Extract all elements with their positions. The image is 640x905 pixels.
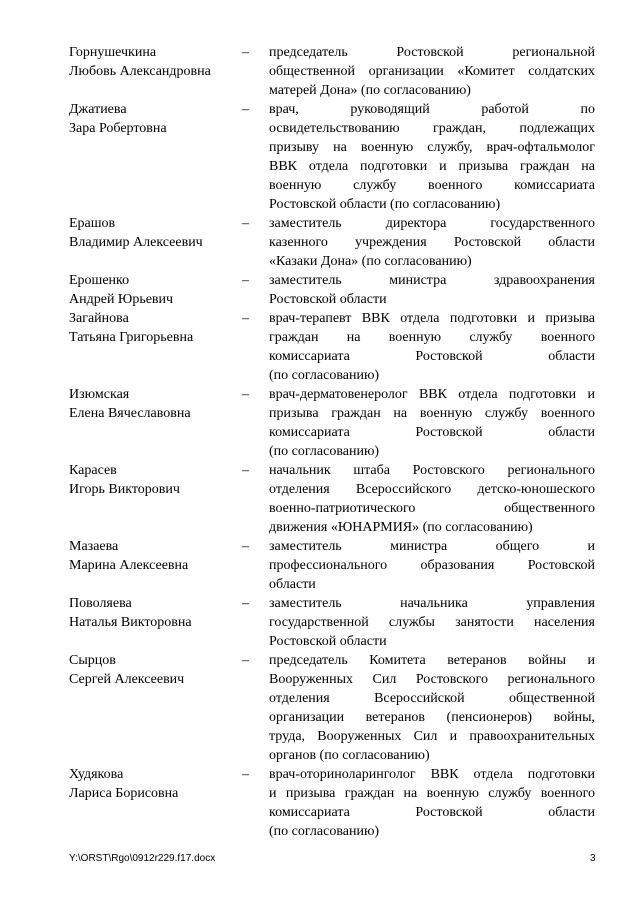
- member-given-names: Зара Робертовна: [69, 121, 167, 136]
- member-name: [69, 43, 229, 81]
- member-surname: Изюмская: [69, 387, 130, 402]
- position-line: призыву на военную службу, врач-офтальмолог: [269, 140, 595, 155]
- position-line: заместитель начальника управления: [269, 596, 595, 611]
- member-position: [269, 461, 595, 537]
- position-line: организации ветеранов (пенсионеров) войны,: [269, 710, 595, 725]
- position-line: области: [269, 577, 316, 592]
- member-name: [69, 765, 229, 803]
- position-line: врач-оториноларинголог ВВК отдела подготовки: [269, 767, 595, 782]
- member-surname: Карасев: [69, 463, 117, 478]
- position-line: врач, руководящий работой по: [269, 102, 595, 117]
- dash-separator: –: [242, 311, 249, 326]
- member-position: [269, 100, 595, 214]
- dash-separator: –: [242, 216, 249, 231]
- member-name: [69, 309, 229, 347]
- position-line: начальник штаба Ростовского регионального: [269, 463, 595, 478]
- position-line: «Казаки Дона» (по согласованию): [269, 254, 472, 269]
- position-line: (по согласованию): [269, 824, 380, 839]
- member-given-names: Татьяна Григорьевна: [69, 330, 194, 345]
- member-surname: Ерашов: [69, 216, 116, 231]
- member-surname: Худякова: [69, 767, 124, 782]
- page-number: 3: [590, 853, 596, 864]
- position-line: казенного учреждения Ростовской области: [269, 235, 595, 250]
- member-name: [69, 651, 229, 689]
- member-position: [269, 385, 595, 461]
- member-position: [269, 309, 595, 385]
- position-line: Вооруженных Сил Ростовского регионального: [269, 672, 595, 687]
- dash-separator: –: [242, 273, 249, 288]
- position-line: государственной службы занятости населения: [269, 615, 595, 630]
- member-given-names: Марина Алексеевна: [69, 558, 189, 573]
- member-given-names: Любовь Александровна: [69, 64, 211, 79]
- position-line: движения «ЮНАРМИЯ» (по согласованию): [269, 520, 533, 535]
- position-line: (по согласованию): [269, 444, 380, 459]
- dash-separator: –: [242, 539, 249, 554]
- position-line: председатель Комитета ветеранов войны и: [269, 653, 595, 668]
- position-line: и призыва граждан на военную службу военного: [269, 786, 595, 801]
- member-name: [69, 271, 229, 309]
- member-given-names: Андрей Юрьевич: [69, 292, 174, 307]
- position-line: заместитель министра общего и: [269, 539, 595, 554]
- member-surname: Мазаева: [69, 539, 119, 554]
- member-name: [69, 214, 229, 252]
- position-line: органов (по согласованию): [269, 748, 430, 763]
- member-position: [269, 214, 595, 271]
- position-line: труда, Вооруженных Сил и правоохранительных: [269, 729, 595, 744]
- member-given-names: Владимир Алексеевич: [69, 235, 203, 250]
- position-line: общественной организации «Комитет солдатских: [269, 64, 595, 79]
- position-line: военную службу военного комиссариата: [269, 178, 595, 193]
- position-line: профессионального образования Ростовской: [269, 558, 595, 573]
- member-surname: Сырцов: [69, 653, 116, 668]
- dash-separator: –: [242, 767, 249, 782]
- position-line: комиссариата Ростовской области: [269, 805, 595, 820]
- member-position: [269, 537, 595, 594]
- dash-separator: –: [242, 45, 249, 60]
- position-line: освидетельствованию граждан, подлежащих: [269, 121, 595, 136]
- member-surname: Загайнова: [69, 311, 129, 326]
- member-name: [69, 594, 229, 632]
- position-line: ВВК отдела подготовки и призыва граждан на: [269, 159, 595, 174]
- position-line: заместитель министра здравоохранения: [269, 273, 595, 288]
- position-line: врач-терапевт ВВК отдела подготовки и призыва: [269, 311, 595, 326]
- position-line: матерей Дона» (по согласованию): [269, 83, 471, 98]
- member-name: [69, 537, 229, 575]
- dash-separator: –: [242, 596, 249, 611]
- position-line: комиссариата Ростовской области: [269, 349, 595, 364]
- member-position: [269, 594, 595, 651]
- position-line: врач-дерматовенеролог ВВК отдела подготовки и: [269, 387, 595, 402]
- dash-separator: –: [242, 463, 249, 478]
- member-given-names: Елена Вячеславовна: [69, 406, 191, 421]
- member-given-names: Сергей Алексеевич: [69, 672, 185, 687]
- member-given-names: Лариса Борисовна: [69, 786, 179, 801]
- dash-separator: –: [242, 387, 249, 402]
- position-line: председатель Ростовской региональной: [269, 45, 595, 60]
- member-surname: Ерошенко: [69, 273, 130, 288]
- position-line: военно-патриотического общественного: [269, 501, 595, 516]
- position-line: комиссариата Ростовской области: [269, 425, 595, 440]
- position-line: Ростовской области (по согласованию): [269, 197, 501, 212]
- footer-file-path: Y:\ORST\Rgo\0912r229.f17.docx: [69, 853, 216, 864]
- member-surname: Горнушечкина: [69, 45, 157, 60]
- position-line: (по согласованию): [269, 368, 380, 383]
- member-given-names: Игорь Викторович: [69, 482, 180, 497]
- position-line: призыва граждан на военную службу военного: [269, 406, 595, 421]
- member-surname: Поволяева: [69, 596, 132, 611]
- member-position: [269, 765, 595, 841]
- position-line: отделения Всероссийской общественной: [269, 691, 595, 706]
- position-line: граждан на военную службу военного: [269, 330, 595, 345]
- dash-separator: –: [242, 653, 249, 668]
- member-position: [269, 651, 595, 765]
- position-line: Ростовской области: [269, 292, 387, 307]
- member-name: [69, 100, 229, 138]
- member-surname: Джатиева: [69, 102, 127, 117]
- member-given-names: Наталья Викторовна: [69, 615, 192, 630]
- position-line: заместитель директора государственного: [269, 216, 595, 231]
- member-name: [69, 385, 229, 423]
- member-position: [269, 271, 595, 309]
- position-line: Ростовской области: [269, 634, 387, 649]
- position-line: отделения Всероссийского детско-юношеского: [269, 482, 595, 497]
- member-name: [69, 461, 229, 499]
- dash-separator: –: [242, 102, 249, 117]
- member-position: [269, 43, 595, 100]
